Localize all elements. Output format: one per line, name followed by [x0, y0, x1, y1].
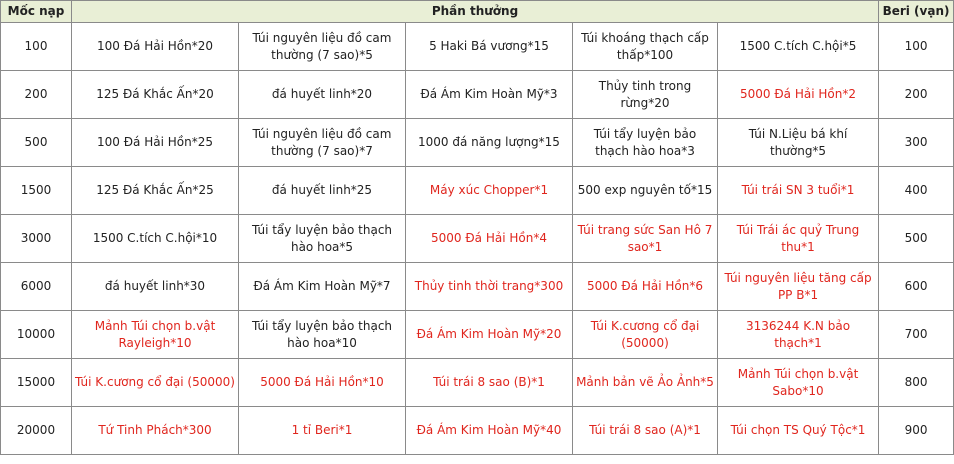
reward-cell: 5000 Đá Hải Hồn*2: [718, 71, 879, 119]
reward-cell: 5000 Đá Hải Hồn*4: [406, 215, 573, 263]
table-row: [1, 71, 954, 119]
beri-cell: 700: [879, 311, 954, 359]
beri-cell: 500: [879, 215, 954, 263]
reward-cell: 5000 Đá Hải Hồn*6: [573, 263, 718, 311]
reward-cell: Túi K.cương cổ đại (50000): [573, 311, 718, 359]
reward-cell: Tứ Tinh Phách*300: [72, 407, 239, 455]
reward-cell: 100 Đá Hải Hồn*20: [72, 23, 239, 71]
reward-cell: đá huyết linh*25: [239, 167, 406, 215]
reward-cell: Túi nguyên liệu tăng cấp PP B*1: [718, 263, 879, 311]
reward-cell: Mảnh Túi chọn b.vật Rayleigh*10: [72, 311, 239, 359]
table-body: [1, 23, 954, 455]
header-phan-thuong: Phần thưởng: [72, 1, 879, 23]
reward-cell: Thủy tinh thời trang*300: [406, 263, 573, 311]
moc-nap-cell: 200: [1, 71, 72, 119]
beri-cell: 400: [879, 167, 954, 215]
reward-cell: Túi N.Liệu bá khí thường*5: [718, 119, 879, 167]
reward-cell: Túi tẩy luyện bảo thạch hào hoa*5: [239, 215, 406, 263]
reward-cell: Mảnh bản vẽ Ảo Ảnh*5: [573, 359, 718, 407]
header-row: [1, 1, 954, 23]
reward-cell: Mảnh Túi chọn b.vật Sabo*10: [718, 359, 879, 407]
reward-cell: Túi Trái ác quỷ Trung thu*1: [718, 215, 879, 263]
reward-cell: 100 Đá Hải Hồn*25: [72, 119, 239, 167]
reward-cell: Túi trang sức San Hô 7 sao*1: [573, 215, 718, 263]
reward-cell: 1 tỉ Beri*1: [239, 407, 406, 455]
reward-cell: Đá Ám Kim Hoàn Mỹ*3: [406, 71, 573, 119]
reward-cell: 125 Đá Khắc Ấn*25: [72, 167, 239, 215]
beri-cell: 600: [879, 263, 954, 311]
moc-nap-cell: 1500: [1, 167, 72, 215]
reward-cell: Thủy tinh trong rừng*20: [573, 71, 718, 119]
header-beri: Beri (vạn): [879, 1, 954, 23]
reward-cell: Máy xúc Chopper*1: [406, 167, 573, 215]
table-row: [1, 407, 954, 455]
reward-cell: đá huyết linh*30: [72, 263, 239, 311]
reward-cell: Túi khoáng thạch cấp thấp*100: [573, 23, 718, 71]
reward-cell: Túi K.cương cổ đại (50000): [72, 359, 239, 407]
table-row: [1, 167, 954, 215]
moc-nap-cell: 500: [1, 119, 72, 167]
table-row: [1, 359, 954, 407]
reward-cell: đá huyết linh*20: [239, 71, 406, 119]
reward-cell: Đá Ám Kim Hoàn Mỹ*7: [239, 263, 406, 311]
reward-cell: 125 Đá Khắc Ấn*20: [72, 71, 239, 119]
reward-cell: Túi chọn TS Quý Tộc*1: [718, 407, 879, 455]
reward-cell: 1000 đá năng lượng*15: [406, 119, 573, 167]
moc-nap-cell: 100: [1, 23, 72, 71]
table-row: [1, 263, 954, 311]
reward-cell: Túi tẩy luyện bảo thạch hào hoa*10: [239, 311, 406, 359]
reward-cell: Túi nguyên liệu đồ cam thường (7 sao)*5: [239, 23, 406, 71]
beri-cell: 300: [879, 119, 954, 167]
reward-cell: Túi trái SN 3 tuổi*1: [718, 167, 879, 215]
table-row: [1, 311, 954, 359]
reward-cell: Túi tẩy luyện bảo thạch hào hoa*3: [573, 119, 718, 167]
beri-cell: 800: [879, 359, 954, 407]
beri-cell: 200: [879, 71, 954, 119]
reward-cell: Túi trái 8 sao (A)*1: [573, 407, 718, 455]
moc-nap-cell: 20000: [1, 407, 72, 455]
reward-cell: 500 exp nguyên tố*15: [573, 167, 718, 215]
moc-nap-cell: 6000: [1, 263, 72, 311]
reward-cell: Túi nguyên liệu đồ cam thường (7 sao)*7: [239, 119, 406, 167]
reward-cell: 3136244 K.N bảo thạch*1: [718, 311, 879, 359]
moc-nap-cell: 10000: [1, 311, 72, 359]
reward-cell: 1500 C.tích C.hội*5: [718, 23, 879, 71]
reward-cell: Túi trái 8 sao (B)*1: [406, 359, 573, 407]
header-moc-nap: Mốc nạp: [1, 1, 72, 23]
moc-nap-cell: 15000: [1, 359, 72, 407]
table-row: [1, 23, 954, 71]
table-row: [1, 119, 954, 167]
moc-nap-cell: 3000: [1, 215, 72, 263]
reward-cell: 5 Haki Bá vương*15: [406, 23, 573, 71]
beri-cell: 100: [879, 23, 954, 71]
reward-cell: Đá Ám Kim Hoàn Mỹ*40: [406, 407, 573, 455]
beri-cell: 900: [879, 407, 954, 455]
reward-cell: 1500 C.tích C.hội*10: [72, 215, 239, 263]
reward-cell: Đá Ám Kim Hoàn Mỹ*20: [406, 311, 573, 359]
reward-cell: 5000 Đá Hải Hồn*10: [239, 359, 406, 407]
table-row: [1, 215, 954, 263]
